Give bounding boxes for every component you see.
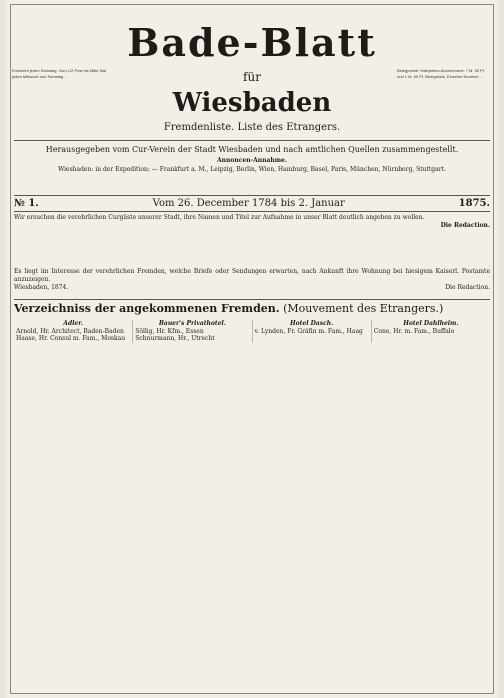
arrivals-column: [133, 320, 252, 343]
annoncen-block: [14, 156, 490, 174]
left-side-notes: Erscheint jeden Samstag. Vom 1/2 Post bis Mitte Mai jeden Mittwoch und Samstag ...: [12, 68, 107, 79]
annoncen-text: Wiesbaden: in der Expedition; — Frankfurt a. M., Leipzig, Berlin, Wien, Hamburg, Basel, Paris, München, Nürnberg, Stuttgart.: [58, 166, 446, 173]
divider: [14, 195, 490, 196]
arrivals-column: [372, 320, 490, 343]
issue-dates: Vom 26. December 1784 bis 2. Januar: [152, 198, 345, 209]
column-heading: Adler.: [63, 320, 83, 327]
list-subtitle: (Mouvement des Etrangers.): [283, 302, 444, 315]
masthead-fur: für: [243, 70, 261, 84]
arrivals-columns: [14, 320, 490, 343]
column-heading: Bauer's Privathotel.: [158, 320, 226, 327]
divider: [14, 140, 490, 141]
column-heading: Hotel Dasch.: [290, 320, 334, 327]
masthead-title: Bade-Blatt: [127, 20, 377, 65]
issue-line: [14, 198, 490, 209]
list-heading: [14, 302, 490, 315]
notice-text: Wir ersuchen die verehrlichen Curgäste unserer Stadt, ihre Namen und Titel zur Aufnahme in unser Blatt deutlich angeben zu wollen.: [14, 214, 425, 221]
notice2: [14, 268, 490, 292]
fremdenliste-line: Fremdenliste. Liste des Etrangers.: [163, 122, 341, 133]
issue-year: 1875.: [458, 198, 490, 209]
herausgegeben-line: Herausgegeben vom Cur-Verein der Stadt Wiesbaden und nach amtlichen Quellen zusammengestellt.: [45, 145, 459, 154]
list-item: Haase, Hr. Consul m. Fam., Moskau: [16, 335, 126, 342]
divider: [14, 299, 490, 300]
newspaper-page: [6, 0, 498, 698]
annoncen-label: Annoncen-Annahme.: [217, 157, 287, 164]
notice2-place: Wiesbaden, 1874.: [14, 284, 69, 291]
notice-signature: Die Redaction.: [440, 222, 490, 229]
list-item: v. Lynden, Fr. Gräfin m. Fam., Haag: [254, 327, 363, 335]
arrivals-column: [14, 320, 133, 343]
list-item: Cone, Hr. m. Fam., Buffalo: [373, 327, 455, 335]
notice2-text: Es liegt im Interesse der verehrlichen Fremden, welche Briefe oder Sendungen erwarten, nach Ankunft ihre Wohnung bei hiesigem Kaiserl. Postamte anzuzeigen.: [14, 268, 490, 283]
list-item: Schnurmann, Hr., Utrecht: [135, 335, 215, 342]
list-title: Verzeichniss der angekommenen Fremden.: [14, 302, 280, 315]
list-item: Söllig, Hr. Kfm., Essen: [135, 327, 204, 335]
notice2-signature: Die Redaction.: [445, 284, 490, 291]
notice: [14, 214, 490, 230]
list-item: Arnold, Hr. Architect, Baden-Baden: [16, 327, 124, 335]
issue-number: № 1.: [14, 198, 39, 209]
column-heading: Hotel Dahlheim.: [403, 320, 459, 327]
arrivals-column: [253, 320, 372, 343]
right-side-notes: Belegpreise: Halbjahres-Abonnement: 7 M. 50 Pf. und 1 M. 50 Pf. Belegstück. Einzelne Nummer ...: [397, 68, 486, 79]
masthead-city: Wiesbaden: [172, 88, 332, 118]
divider: [14, 211, 490, 212]
